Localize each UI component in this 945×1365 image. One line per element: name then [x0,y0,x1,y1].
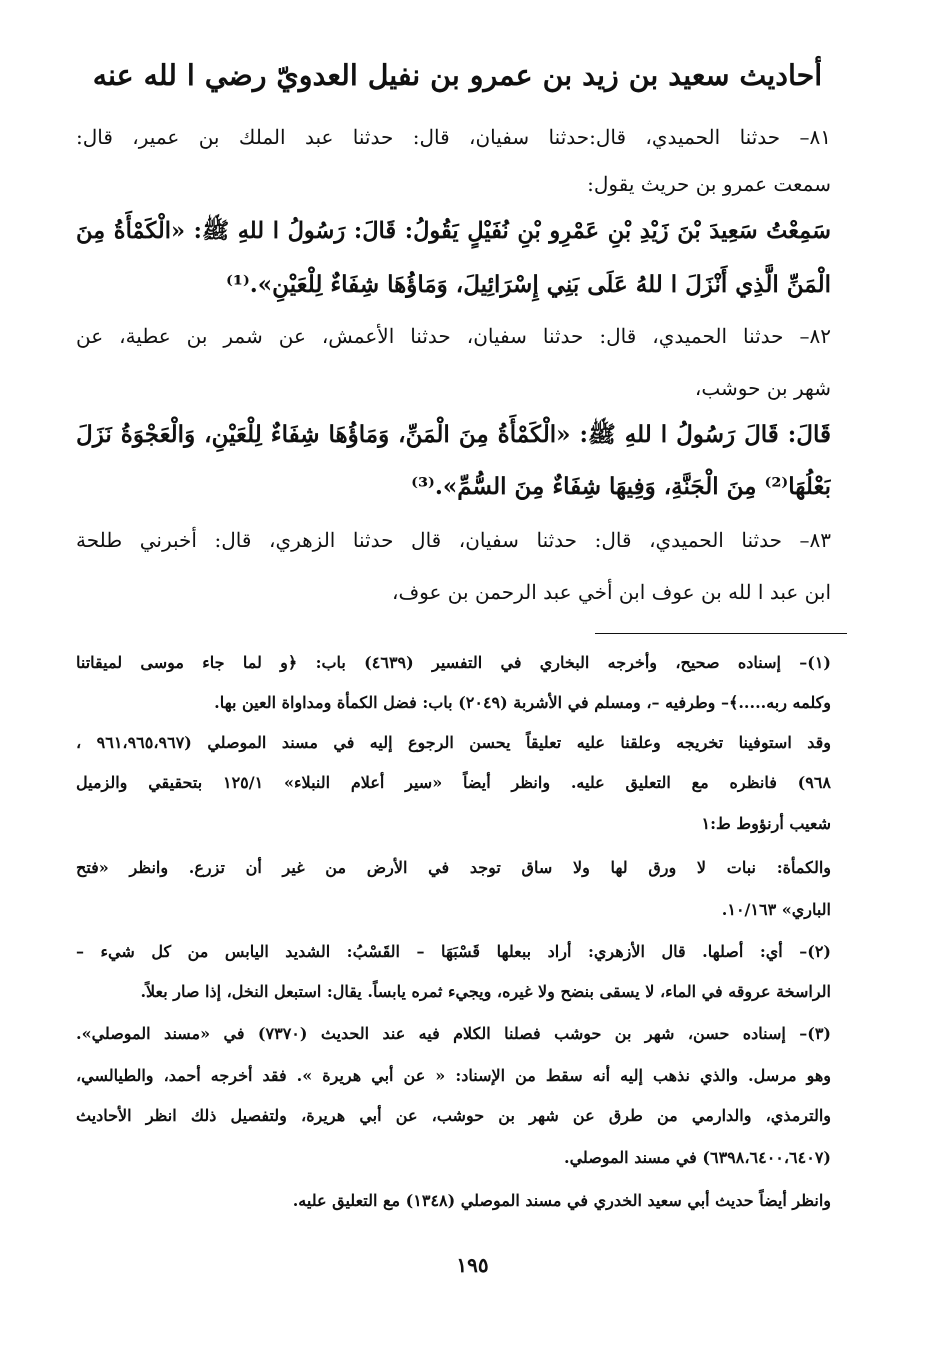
hadith-82-line-1: ٨٢– حدثنا الحميدي، قال: حدثنا سفيان، حدثنا الأعمش، عن شمر بن عطية، عن [76,324,831,348]
page-number: ١٩٥ [456,1253,489,1277]
footnote-2-line-1: (٢)– أي: أصلها. قال الأزهري: أراد ببعلها قَسْبَهَا – القَسْبُ: الشديد اليابس من كل شيء – [76,942,831,961]
footnote-3-line-1: (٣)– إسناده حسن، شهر بن حوشب فصلنا الكلام فيه عند الحديث (٧٣٧٠) في «مسند الموصلي». [76,1024,831,1043]
hadith-81-text-line-2: الْمَنِّ الَّذِي أَنْزَلَ ا للهُ عَلَى بَنِي إِسْرَائِيلَ، وَمَاؤُهَا شِفَاءٌ لِلْعَيْنِ».⁽¹⁾ [226,271,831,298]
hadith-81-line-2: سمعت عمرو بن حريث يقول: [587,172,831,196]
footnote-1-line-1: (١)– إسناده صحيح، وأخرجه البخاري في التفسير (٤٦٣٩) باب: ﴿و لما جاء موسى لميقاتنا [76,653,831,672]
footnote-3-line-3: والترمذي، والدارمي من طرق عن شهر بن حوشب، عن أبي هريرة، ولتفصيل ذلك انظر الأحاديث [76,1106,831,1125]
hadith-82-line-2: شهر بن حوشب، [694,376,831,400]
footnote-3-line-2: وهو مرسل. والذي نذهب إليه أنه سقط من الإسناد: « عن أبي هريرة ». فقد أخرجه أحمد، والطيالسي، [76,1066,831,1085]
footnote-2-line-2: الراسخة عروقه في الماء، لا يسقى بنضح ولا غيره، ويجيء ثمره يابساً. يقال: استبعل النخل، إذا صار بعلاً. [140,982,831,1001]
footnote-separator [595,633,847,634]
hadith-82-text-line-2: بَعْلُهَا⁽²⁾ مِنَ الْجَنَّةِ، وَفِيهَا شِفَاءٌ مِنَ السُّمِّ».⁽³⁾ [411,473,831,500]
footnote-1-line-5: شعيب أرنؤوط ط:١ [701,814,831,833]
hadith-83-line-1: ٨٣– حدثنا الحميدي، قال: حدثنا سفيان، قال حدثنا الزهري، قال: أخبرني طلحة [76,528,831,552]
hadith-81-text-line-1: سَمِعْتُ سَعِيدَ بْنَ زَيْدِ بْنِ عَمْرِو بْنِ نُفَيْلٍ يَقُولُ: قَالَ: رَسُولُ ا للهِ ﷺ: «الْكَمْأَةُ مِنَ [76,218,831,244]
page-title: أحاديث سعيد بن زيد بن عمرو بن نفيل العدويّ رضي ا لله عنه [92,58,823,92]
hadith-82-text-line-1: قَالَ: قَالَ رَسُولُ ا للهِ ﷺ: «الْكَمْأَةُ مِنَ الْمَنِّ، وَمَاؤُهَا شِفَاءٌ لِلْعَيْنِ، وَالْعَجْوَةُ نَزَلَ [76,421,831,448]
footnote-1-line-4: ٩٦٨) فانظره مع التعليق عليه. وانظر أيضاً «سير أعلام النبلاء» ١٢٥/١ بتحقيقي والزميل [76,773,831,792]
hadith-83-line-2: ابن عبد ا لله بن عوف ابن أخي عبد الرحمن بن عوف، [391,580,831,604]
hadith-81-line-1: ٨١– حدثنا الحميدي، قال:حدثنا سفيان، قال: حدثنا عبد الملك بن عمير، قال: [76,125,831,149]
footnote-1-line-6: والكمأة: نبات لا ورق لها ولا ساق توجد في الأرض من غير أن تزرع. وانظر «فتح [76,858,831,877]
footnote-closing-line: وانظر أيضاً حديث أبي سعيد الخدري في مسند الموصلي (١٣٤٨) مع التعليق عليه. [292,1191,831,1210]
footnote-1-line-7: الباري» ١٠/١٦٣. [721,900,831,919]
footnote-1-line-3: وقد استوفينا تخريجه وعلقنا عليه تعليقاً يحسن الرجوع إليه في مسند الموصلي (٩٦١،٩٦٥،٩٦٧ ، [76,733,831,752]
footnote-3-line-4: (٦٣٩٨،٦٤٠٠،٦٤٠٧) في مسند الموصلي. [564,1148,831,1167]
footnote-1-line-2: وكلمه ربه.....﴾– وطرفيه –، ومسلم في الأشربة (٢٠٤٩) باب: فضل الكمأة ومداواة العين بها. [214,693,831,712]
